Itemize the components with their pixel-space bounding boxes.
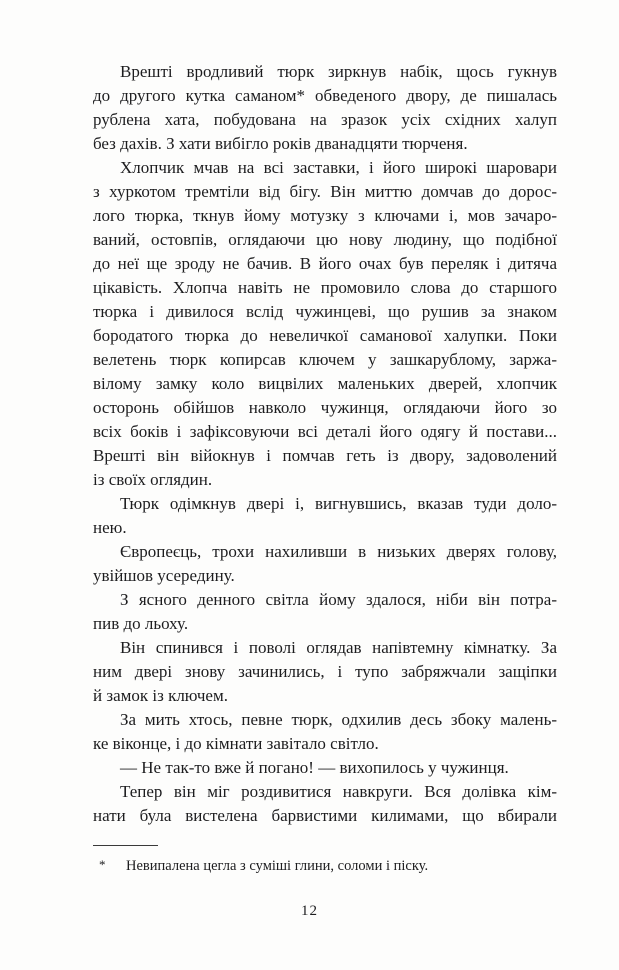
text-line: Врешті він війокнув і помчав геть із двору, задоволений: [93, 446, 557, 465]
page-number: 12: [301, 903, 318, 919]
text-line: осторонь обійшов навколо чужинця, оглядаючи його зо: [93, 398, 557, 417]
text-line: всіх боків і зафіксовуючи всі деталі його одягу й постави...: [93, 422, 557, 441]
paragraph: [93, 156, 557, 492]
text-line: ним двері знову зачинились, і тупо забряжчали защіпки: [93, 662, 557, 681]
paragraph: [93, 780, 557, 828]
text-line: бородатого тюрка до невеличкої саманової халупки. Поки: [93, 326, 557, 345]
paragraph: [93, 492, 557, 540]
paragraph: [93, 60, 557, 156]
paragraph: [93, 540, 557, 588]
text-line: цікавість. Хлопча навіть не промовило слова до старшого: [93, 278, 557, 297]
text-line: ваний, остовпів, оглядаючи цю нову людину, що подібної: [93, 230, 557, 249]
footnote: [93, 857, 557, 876]
text-line: нею.: [93, 518, 127, 537]
text-line: із своїх оглядин.: [93, 470, 213, 489]
text-line: з хуркотом тремтіли від бігу. Він миттю домчав до дорос-: [93, 182, 557, 201]
text-line: Тепер він міг роздивитися навкруги. Вся долівка кім-: [120, 782, 557, 801]
text-line: лого тюрка, ткнув йому мотузку з ключами і, мов зачаро-: [93, 206, 557, 225]
text-line: до другого кутка саманом* обведеного двору, де пишалась: [93, 86, 557, 105]
text-line: пив до льоху.: [93, 614, 189, 633]
text-line: без дахів. З хати вибігло років дванадцяти тюрченя.: [93, 134, 468, 153]
text-line: рублена хата, побудована на зразок усіх східних халуп: [93, 110, 557, 129]
text-line: й замок із ключем.: [93, 686, 228, 705]
paragraph: [93, 756, 557, 780]
body-text: [93, 60, 557, 828]
footnote-text: Невипалена цегла з суміші глини, соломи і піску.: [126, 858, 429, 874]
text-line: велетень тюрк копирсав ключем у зашкарублому, заржа-: [93, 350, 557, 369]
footnote-marker: *: [99, 857, 106, 872]
text-line: тюрка і дивилося вслід чужинцеві, що рушив за знаком: [93, 302, 557, 321]
text-line: Він спинився і поволі оглядав напівтемну кімнатку. За: [120, 638, 557, 657]
text-line: до неї ще зроду не бачив. В його очах був переляк і дитяча: [93, 254, 557, 273]
text-line: Європеєць, трохи нахиливши в низьких дверях голову,: [120, 542, 557, 561]
text-line: Хлопчик мчав на всі заставки, і його широкі шаровари: [120, 158, 557, 177]
footnote-divider: [93, 845, 158, 846]
text-line: З ясного денного світла йому здалося, ніби він потра-: [120, 590, 557, 609]
text-line: ке віконце, і до кімнати завітало світло.: [93, 734, 379, 753]
text-line: За мить хтось, певне тюрк, одхилив десь збоку малень-: [120, 710, 557, 729]
paragraph: [93, 636, 557, 708]
paragraph: [93, 588, 557, 636]
text-line: нати була вистелена барвистими килимами, що вбирали: [93, 806, 557, 825]
text-line: Врешті вродливий тюрк зиркнув набік, щось гукнув: [120, 62, 557, 81]
text-line: вілому замку коло вицвілих маленьких дверей, хлопчик: [93, 374, 557, 393]
text-line: Тюрк одімкнув двері і, вигнувшись, вказав туди доло-: [120, 494, 557, 513]
text-line: — Не так-то вже й погано! — вихопилось у чужинця.: [120, 758, 509, 777]
paragraph: [93, 708, 557, 756]
text-line: увійшов усередину.: [93, 566, 235, 585]
